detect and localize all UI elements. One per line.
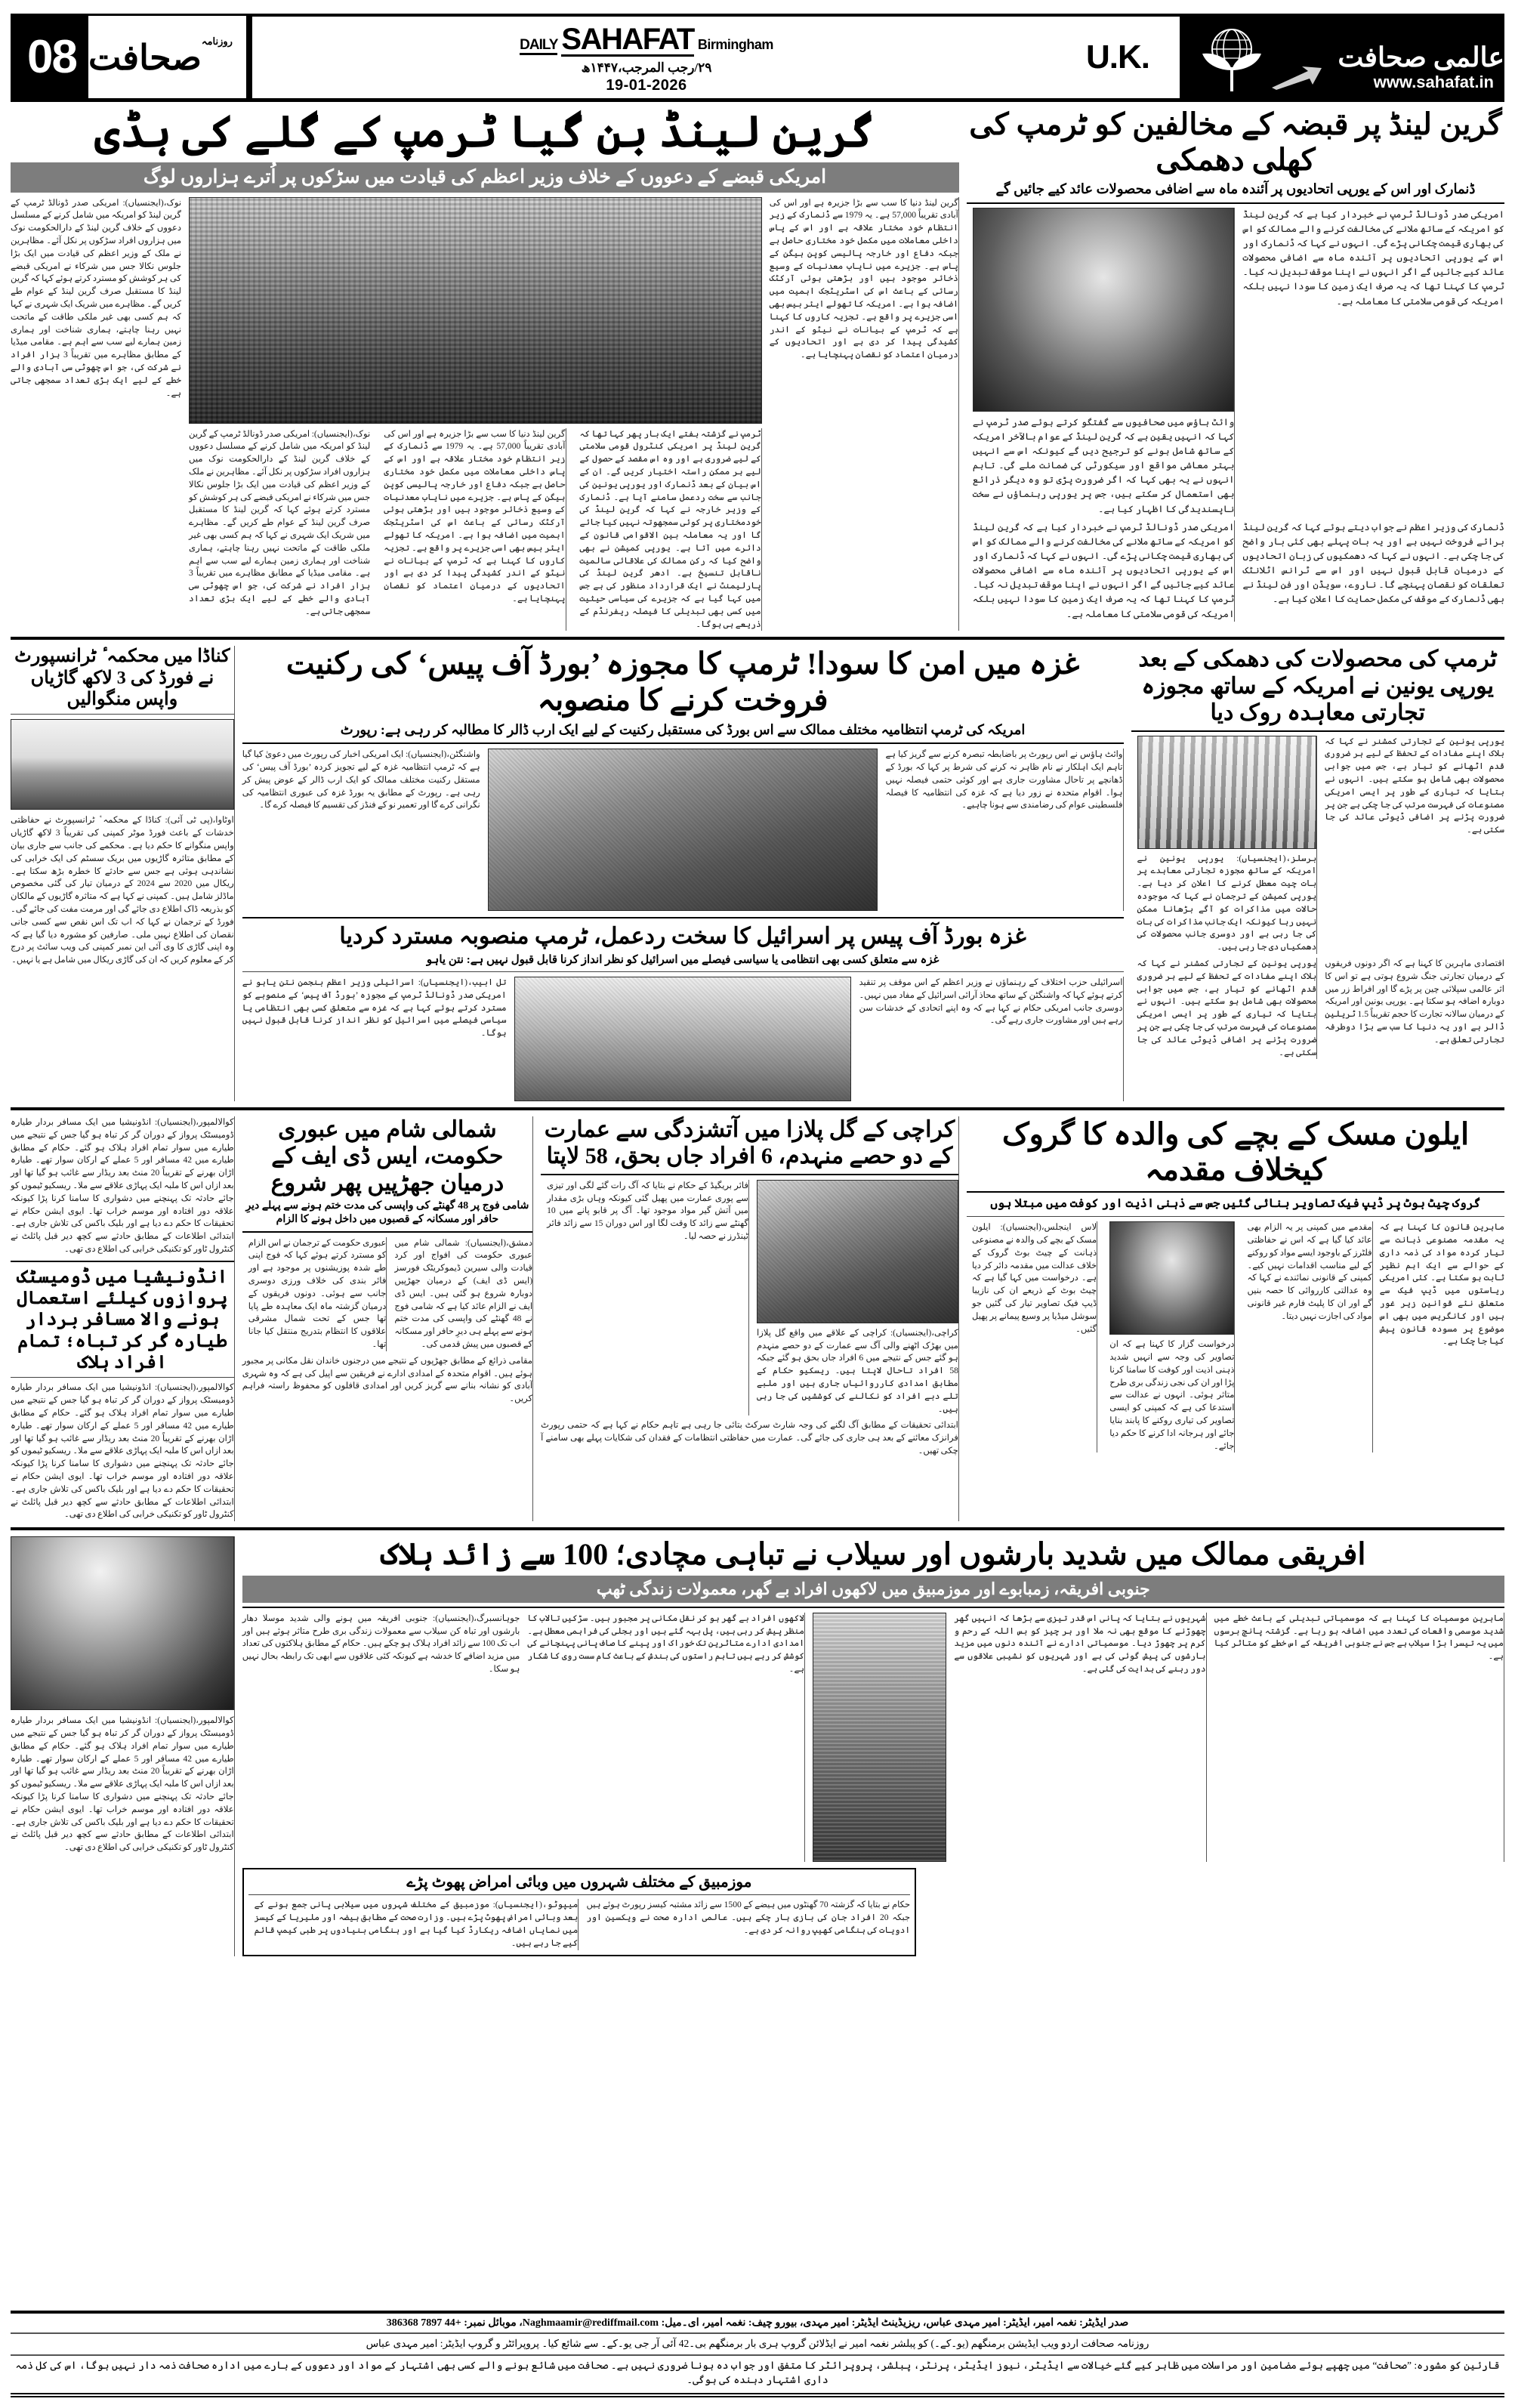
grimes-and-elon-musk-photo — [1109, 1221, 1234, 1335]
trump-threat-headline: گرین لینڈ پر قبضہ کے مخالفین کو ٹرمپ کی کھلی دھمکی — [969, 107, 1502, 178]
musk-col-3 — [1104, 1221, 1235, 1453]
trump-threat-col-c — [1242, 520, 1504, 622]
footer-disclaimer-line: قارئین کو مشورہ: ”صحافت“ میں چھپے ہوئے مضامین اور مراسلات میں ظاہر کیے گئے خیالات سے ایڈیٹر، نیوز ایڈیٹر، پرنٹر، پبلشر، پروپرائٹر کا متفق اور جواب دہ ہونا ضروری نہیں ہے۔ صحافت میں شائع ہونے والے کسی بھی اشتہار کے مواد اور دعووں کے بارے میں ادارہ صحافت ذمہ دار نہیں ہوگا، اس کی کل ذمہ داری اشتہار دہندہ کی ہوگی۔ — [15, 2360, 1500, 2386]
gaza-board-col-3 — [242, 749, 480, 911]
syria-headline: شمالی شام میں عبوری حکومت، ایس ڈی ایف کے درمیان جھڑپیں پھر شروع — [270, 1117, 504, 1196]
page-folio-block — [11, 14, 237, 98]
syria-body-c: مقامی ذرائع کے مطابق جھڑپوں کے نتیجے میں درجنوں خاندان نقل مکانی پر مجبور ہوئے ہیں۔ اقوام متحدہ کے امدادی ادارے نے فریقین سے اپیل کی ہے کہ وہ شہری آبادی کو نشانہ بنانے سے گریز کریں اور امدادی قافلوں کو محفوظ راستہ فراہم کریں۔ — [242, 1355, 533, 1404]
africa-body-d: ماہرین موسمیات کا کہنا ہے کہ موسمیاتی تبدیلی کے باعث خطے میں شدید موسمی واقعات کی تعدد میں اضافہ ہو رہا ہے۔ گزشتہ پانچ برسوں میں یہ تیسرا بڑا سیلاب ہے جس نے جنوبی افریقہ کے اس خطے کو متاثر کیا ہے۔ — [1214, 1613, 1504, 1662]
karachi-headline: کراچی کے گل پلازا میں آتشزدگی سے عمارت کے دو حصے منہدم، 6 افراد جاں بحق، 58 لاپتا — [544, 1117, 955, 1169]
masthead-rule — [11, 98, 1504, 102]
gaza-israel-body-c: اسرائیلی حزب اختلاف کے رہنماؤں نے وزیر اعظم کے اس موقف پر تنقید کرتے ہوئے کہا کہ واشنگٹن کے ساتھ محاذ آرائی اسرائیل کے مفاد میں نہیں۔ دوسری جانب امریکی حکام نے کہا ہے کہ وہ اپنے اتحادی کے خدشات سن رہے ہیں اور مشاورت جاری رہے گی۔ — [859, 977, 1123, 1026]
story-canada-ford — [11, 646, 235, 1101]
greenland-protest-crowd-photo — [189, 197, 762, 424]
mozambique-col-2 — [248, 1899, 579, 1950]
page-number: 08 — [27, 30, 76, 83]
musk-body-a: لاس اینجلس،(ایجنسیاں): ایلون مسک کے بچے کی والدہ نے مصنوعی ذہانت کے چیٹ بوٹ گروک کے خلاف عدالت میں مقدمہ دائر کر دیا ہے۔ درخواست میں کہا گیا ہے کہ چیٹ بوٹ کے ذریعے ان کی نازیبا ڈیپ فیک تصاویر تیار کی گئیں جو سوشل میڈیا پر وسیع پیمانے پر پھیل گئیں۔ — [971, 1222, 1097, 1334]
lead-mid-col-3 — [189, 428, 370, 631]
gaza-board-headline: غزہ میں امن کا سودا! ٹرمپ کا مجوزہ ’بورڈ آف پیس‘ کی رکنیت فروخت کرنے کا منصوبہ — [285, 647, 1080, 717]
canada-ford-headline: کناڈا میں محکمہ ٔ ٹرانسپورٹ نے فورڈ کی 3 لاکھ گاڑیاں واپس منگوالیں — [14, 647, 230, 710]
syria-subheadline: شامی فوج پر 48 گھنٹے کی واپسی کی مدت ختم ہونے سے پہلے دیرِ حافر اور مسکانہ کے قصبوں میں داخل ہونے کا الزام — [245, 1200, 529, 1226]
trump-threat-subheadline: ڈنمارک اور اس کے یورپی اتحادیوں پر آئندہ ماہ سے اضافی محصولات عائد کیے جائیں گے — [995, 181, 1476, 197]
story-musk-lawsuit — [967, 1116, 1504, 1521]
musk-col-2 — [1242, 1221, 1372, 1453]
masthead-city-label: Birmingham — [697, 36, 773, 52]
eu-trade-col-d — [1131, 958, 1318, 1059]
lead-col-left — [770, 197, 959, 631]
masthead-title — [520, 24, 773, 57]
musk-body-c: مقدمے میں کمپنی پر یہ الزام بھی عائد کیا گیا ہے کہ اس نے حفاظتی فلٹرز کے باوجود ایسے مواد کو روکنے کے لیے مناسب اقدامات نہیں کیے۔ کمپنی کے قانونی نمائندے نے کہا کہ وہ عدالتی کارروائی کا حصہ بنیں گے اور ان کا پلیٹ فارم غیر قانونی مواد کی اجازت نہیں دیتا۔ — [1247, 1222, 1372, 1321]
gaza-rubble-crowd-photo — [488, 749, 878, 911]
story-mozambique-disease — [242, 1868, 917, 1956]
africa-col-2 — [954, 1613, 1206, 1862]
eu-trade-body-b: یورپی یونین کے تجارتی کمشنر نے کہا کہ بلاک اپنے مفادات کے تحفظ کے لیے ہر ضروری قدم اٹھانے کو تیار ہے، جس میں جوابی محصولات بھی شامل ہو سکتے ہیں۔ انہوں نے بتایا کہ تیاری کے طور پر ایسی امریکی مصنوعات کی فہرست مرتب کی جا چکی ہے جن پر ضرورت پڑنے پر اضافی ڈیوٹی عائد کی جا سکتی ہے۔ — [1325, 736, 1504, 835]
lead-body-mid-2: گرین لینڈ دنیا کا سب سے بڑا جزیرہ ہے اور اس کی آبادی تقریباً 57,000 ہے۔ یہ 1979 سے ڈنمارک کے زیر انتظام خود مختار علاقہ ہے اور اس کے پاس داخلی معاملات میں مکمل خود مختاری حاصل ہے جبکہ دفاع اور خارجہ پالیسی کوپن ہیگن کے پاس ہے۔ جزیرے میں نایاب معدنیات کے وسیع ذخائر موجود ہیں اور بڑھتی ہوئی آرکٹک رسائی کے باعث اس کی اسٹریٹجک اہمیت میں اضافہ ہوا ہے۔ امریکہ کا تھولے ایئر بیس بھی اسی جزیرے پر واقع ہے۔ تجزیہ کاروں کا کہنا ہے کہ ٹرمپ کے بیانات نے نیٹو کے اندر کشیدگی پیدا کر دی ہے اور اتحادیوں کے درمیان اعتماد کو نقصان پہنچایا ہے۔ — [384, 428, 566, 604]
mozambique-col-1 — [586, 1899, 910, 1950]
band-rule-3 — [11, 1527, 1504, 1530]
eu-trade-body-c: اقتصادی ماہرین کا کہنا ہے کہ اگر دونوں فریقوں کے درمیان تجارتی جنگ شروع ہوتی ہے تو اس کا اثر عالمی سپلائی چین پر پڑے گا اور افراط زر میں دوبارہ اضافہ ہو سکتا ہے۔ یورپی یونین اور امریکہ کے درمیان سالانہ تجارت کا حجم تقریباً 1.5 ٹریلین ڈالر ہے اور یہ دنیا کا سب سے بڑا دوطرفہ تجارتی تعلق ہے۔ — [1325, 958, 1504, 1045]
lead-headline: گرین لینڈ بن گیا ٹرمپ کے گلے کی ہڈی — [94, 107, 875, 156]
canada-ford-body: اوٹاوا،(پی ٹی آئی): کناڈا کے محکمہ ٔ ٹرانسپورٹ نے حفاظتی خدشات کے باعث فورڈ موٹر کمپنی کی تقریباً 3 لاکھ گاڑیاں واپس منگوانے کا حکم دیا ہے۔ محکمے کی جانب سے جاری بیان کے مطابق متاثرہ گاڑیوں میں بریک سسٹم کی ایک خرابی کی نشاندہی ہوئی ہے جس سے حادثے کا خطرہ بڑھ سکتا ہے۔ ریکال میں 2020 سے 2024 کے درمیان تیار کی گئی مخصوص ماڈلز شامل ہیں۔ کمپنی نے کہا ہے کہ متاثرہ گاڑیوں کے مالکان کو بذریعہ ڈاک اطلاع دی جائے گی اور مرمت مفت کی جائے گی۔ فورڈ کے ترجمان نے کہا کہ اب تک اس نقص سے کسی جانی نقصان کی اطلاع نہیں ملی۔ صارفین کو مشورہ دیا گیا ہے کہ وہ اپنی گاڑی کا وی آئی این نمبر کمپنی کی ویب سائٹ پر درج کر کے معلوم کریں کہ ان کی گاڑی ریکال میں شامل ہے یا نہیں۔ — [11, 815, 234, 965]
masthead-main-title: SAHAFAT — [561, 22, 694, 56]
crash-site-smoke-photo — [11, 1536, 234, 1710]
karachi-body-c: ابتدائی تحقیقات کے مطابق آگ لگنے کی وجہ شارٹ سرکٹ بتائی جا رہی ہے تاہم حکام نے کہا ہے کہ حتمی رپورٹ فرانزک معائنے کے بعد ہی جاری کی جائے گی۔ عمارت میں حفاظتی انتظامات کے فقدان کی شکایات پہلے بھی سامنے آ چکی تھیں۔ — [541, 1420, 958, 1456]
lead-photo-col — [189, 197, 762, 631]
gaza-board-photo-col — [488, 749, 878, 911]
africa-col-1 — [1214, 1613, 1504, 1862]
band-rule-1 — [11, 637, 1504, 640]
netanyahu-address-photo — [514, 977, 852, 1101]
africa-body-c: شہریوں نے بتایا کہ پانی اس قدر تیزی سے بڑھا کہ انہیں گھر چھوڑنے کا موقع بھی نہ ملا اور ہر چیز کو بس اللہ کے رحم و کرم پر چھوڑ دیا۔ موسمیاتی ادارے نے آئندہ دنوں میں مزید بارشوں کی پیش گوئی کی ہے اور شہریوں کو نشیبی علاقوں سے دور رہنے کی ہدایت کی گئی ہے۔ — [954, 1613, 1206, 1675]
musk-headline: ایلون مسک کے بچے کی والدہ کا گروک کیخلاف مقدمہ — [1001, 1117, 1470, 1187]
flooded-village-photo — [813, 1613, 946, 1862]
eu-trade-body-b2: یورپی یونین کے تجارتی کمشنر نے کہا کہ بلاک اپنے مفادات کے تحفظ کے لیے ہر ضروری قدم اٹھانے کو تیار ہے، جس میں جوابی محصولات بھی شامل ہو سکتے ہیں۔ انہوں نے بتایا کہ تیاری کے طور پر ایسی امریکی مصنوعات کی فہرست مرتب کی جا چکی ہے جن پر ضرورت پڑنے پر اضافی ڈیوٹی عائد کی جا سکتی ہے۔ — [1137, 958, 1317, 1057]
lead-body-mid-3: نوک،(ایجنسیاں): امریکی صدر ڈونالڈ ٹرمپ کے گرین لینڈ کو امریکہ میں شامل کرنے کے مسلسل دعووں کے خلاف گرین لینڈ کے دارالحکومت نوک میں ہزاروں افراد سڑکوں پر نکل آئے۔ مظاہرین نے ملک کے وزیر اعظم کی قیادت میں ایک بڑا جلوس نکالا جس میں شرکاء نے امریکی قبضے کی ہر کوشش کو مسترد کرتے ہوئے کہا کہ گرین لینڈ کا مستقبل صرف گرین لینڈ کے عوام طے کریں گے۔ مظاہرے میں شریک ایک شہری نے کہا کہ ہم کسی بھی غیر ملکی طاقت کے ماتحت نہیں رہنا چاہتے، ہماری شناخت اور ہماری زمین ہمارے لیے سب سے اہم ہے۔ مقامی میڈیا کے مطابق مظاہرے میں تقریباً 3 ہزار افراد نے شرکت کی، جو اس چھوٹی سی آبادی والے خطے کے لیے ایک بڑی تعداد سمجھی جاتی ہے۔ — [189, 428, 371, 616]
trump-threat-col-d — [967, 520, 1236, 622]
musk-subheadline: گروک چیٹ بوٹ پر ڈیپ فیک تصاویر بنائی گئیں جس سے ذہنی اذیت اور کوفت میں مبتلا ہوں — [990, 1197, 1481, 1211]
publisher-logo-block[interactable] — [1180, 14, 1504, 98]
lead-col-right — [11, 197, 181, 631]
syria-col-1 — [394, 1237, 532, 1351]
gaza-israel-subheadline: غزہ سے متعلق کسی بھی انتظامی یا سیاسی فیصلے میں اسرائیل کو نظر انداز کرنا قابل قبول نہیں ہے: نتن یاہو — [426, 953, 940, 966]
eu-trade-headline: ٹرمپ کی محصولات کی دھمکی کے بعد یورپی یونین نے امریکہ کے ساتھ مجوزہ تجارتی معاہدہ روک دیا — [1138, 647, 1498, 726]
indonesia-spill-body: کوالالمپور،(ایجنسیاں): انڈونیشیا میں ایک مسافر بردار طیارہ ڈومیسٹک پرواز کے دوران گر کر تباہ ہو گیا جس کے نتیجے میں طیارے میں سوار تمام افراد ہلاک ہو گئے۔ حکام کے مطابق طیارے میں 42 مسافر اور 5 عملے کے ارکان سوار تھے۔ طیارہ اڑان بھرنے کے تقریباً 20 منٹ بعد ریڈار سے غائب ہو گیا تھا اور بعد ازاں اس کا ملبہ ایک پہاڑی علاقے سے ملا۔ ریسکیو ٹیموں کو جائے حادثہ تک پہنچنے میں دشواری کا سامنا کرنا پڑا کیونکہ علاقہ دور افتادہ اور موسم خراب تھا۔ ایوی ایشن حکام نے تحقیقات کا حکم دے دیا ہے اور بلیک باکس کی تلاش جاری ہے۔ ابتدائی اطلاعات کے مطابق حادثے سے کچھ دیر قبل پائلٹ نے کنٹرول ٹاور کو تکنیکی خرابی کی اطلاع دی تھی۔ — [11, 1117, 234, 1255]
lead-mid-col-1 — [574, 428, 762, 631]
karachi-body-b: فائر بریگیڈ کے حکام نے بتایا کہ آگ رات گئے لگی اور تیزی سے پوری عمارت میں پھیل گئی کیونکہ وہاں بڑی مقدار میں آتش گیر مواد موجود تھا۔ آگ پر قابو پانے میں 10 گھنٹے سے زائد کا وقت لگا اور اس دوران 15 سے زائد فائر ٹینڈرز نے حصہ لیا۔ — [547, 1180, 748, 1242]
africa-col-5 — [242, 1613, 520, 1862]
mozambique-body-a: میپوٹو،(ایجنسیاں): موزمبیق کے مختلف شہروں میں سیلابی پانی جمع ہونے کے بعد وبائی امراض پھوٹ پڑے ہیں۔ وزارت صحت کے مطابق ہیضہ اور ملیریا کے کیسز میں نمایاں اضافہ ریکارڈ کیا گیا ہے اور ہنگامی بنیادوں پر طبی کیمپ قائم کیے جا رہے ہیں۔ — [254, 1900, 579, 1948]
indonesia-body-cont: کوالالمپور،(ایجنسیاں): انڈونیشیا میں ایک مسافر بردار طیارہ ڈومیسٹک پرواز کے دوران گر کر تباہ ہو گیا جس کے نتیجے میں طیارے میں سوار تمام افراد ہلاک ہو گئے۔ حکام کے مطابق طیارے میں 42 مسافر اور 5 عملے کے ارکان سوار تھے۔ طیارہ اڑان بھرنے کے تقریباً 20 منٹ بعد ریڈار سے غائب ہو گیا تھا اور بعد ازاں اس کا ملبہ ایک پہاڑی علاقے سے ملا۔ ریسکیو ٹیموں کو جائے حادثہ تک پہنچنے میں دشواری کا سامنا کرنا پڑا کیونکہ علاقہ دور افتادہ اور موسم خراب تھا۔ ایوی ایشن حکام نے تحقیقات کا حکم دے دیا ہے اور بلیک باکس کی تلاش جاری ہے۔ ابتدائی اطلاعات کے مطابق حادثے سے کچھ دیر قبل پائلٹ نے کنٹرول ٹاور کو تکنیکی خرابی کی اطلاع دی تھی۔ — [11, 1715, 234, 1853]
arrow-icon — [1270, 65, 1323, 91]
trump-threat-body-a: امریکی صدر ڈونالڈ ٹرمپ نے خبردار کیا ہے کہ گرین لینڈ کو امریکہ کے ساتھ ملانے کی مخالفت کرنے والے ممالک کو اس کی بھاری قیمت چکانی پڑے گی۔ انہوں نے کہا کہ ڈنمارک اور اس کے یورپی اتحادیوں پر آئندہ ماہ سے اضافی محصولات عائد کیے جائیں گے اگر انہوں نے اپنا موقف تبدیل نہ کیا۔ ٹرمپ کا کہنا تھا کہ یہ صرف ایک زمین کا سودا نہیں بلکہ امریکہ کی قومی سلامتی کا معاملہ ہے۔ — [1242, 208, 1504, 307]
story-gaza-board — [242, 646, 1124, 1101]
story-karachi-fire — [541, 1116, 959, 1521]
eu-trade-col-c — [1325, 958, 1504, 1059]
nameplate-urdu — [88, 16, 252, 98]
story-syria — [242, 1116, 533, 1521]
band-rule-2 — [11, 1107, 1504, 1110]
gaza-board-subheadline: امریکہ کی ٹرمپ انتظامیہ مختلف ممالک سے اس بورڈ کی مستقبل رکنیت کے لیے ایک ارب ڈالر کا مطالبہ کر رہی ہے: رپورٹ — [340, 721, 1026, 737]
footer-publisher-line: روزنامہ صحافت اردو ویب ایڈیشن برمنگھم (یو۔کے۔) کو پبلشر نغمہ امیر نے ایڈلائن گروپ ہری بار برمنگھم بی۔42 آئی آر جی یو۔کے۔ سے شائع کیا۔ پروپرائٹر و گروپ ایڈیٹر: امیر مہدی عباس — [366, 2338, 1149, 2350]
ford-pickup-truck-photo — [11, 719, 234, 810]
eu-trade-col-b — [1131, 736, 1318, 954]
trump-threat-photo-col — [967, 208, 1236, 517]
musk-body-d: ماہرین قانون کا کہنا ہے کہ یہ مقدمہ مصنوعی ذہانت سے تیار کردہ مواد کی ذمہ داری کے حوالے سے ایک اہم نظیر ثابت ہو سکتا ہے۔ کئی امریکی ریاستوں میں ڈیپ فیک سے متعلق نئے قوانین زیر غور ہیں اور کانگریس میں بھی اس موضوع پر مسودہ قانون پیش کیا جا چکا ہے۔ — [1379, 1222, 1504, 1347]
gaza-israel-body-a: تل ابیب،(ایجنسیاں): اسرائیلی وزیر اعظم بنجمن نتن یاہو نے امریکی صدر ڈونالڈ ٹرمپ کے مجوزہ ’بورڈ آف پیس‘ کے منصوبے کو مسترد کرتے ہوئے کہا ہے کہ غزہ سے متعلق کسی بھی انتظامی یا سیاسی فیصلے میں اسرائیل کو نظر انداز کرنا قابل قبول نہیں ہوگا۔ — [242, 977, 507, 1039]
gaza-israel-headline: غزہ بورڈ آف پیس پر اسرائیل کا سخت ردعمل، ٹرمپ منصوبہ مسترد کردیا — [339, 924, 1026, 949]
masthead-gregorian-date: 19-01-2026 — [606, 76, 687, 94]
masthead-center — [237, 14, 1056, 98]
gaza-israel-col-3 — [242, 977, 507, 1101]
nameplate-urdu-text: صحافت — [88, 38, 202, 77]
gaza-israel-photo-col — [514, 977, 852, 1101]
trump-threat-col-left — [1242, 208, 1504, 517]
africa-photo-col — [813, 1613, 946, 1862]
second-band — [11, 646, 1504, 1101]
musk-col-1 — [1380, 1221, 1504, 1453]
eu-flags-photo — [1137, 736, 1317, 849]
globe-plant-icon — [1190, 20, 1273, 96]
top-band — [11, 107, 1504, 631]
karachi-col-2 — [541, 1180, 749, 1416]
syria-col-2 — [242, 1237, 387, 1351]
syria-body-b: عبوری حکومت کے ترجمان نے اس الزام کو مسترد کرتے ہوئے کہا کہ فوج اپنی طے شدہ پوزیشنوں پر موجود ہے اور فائر بندی کی خلاف ورزی دوسری جانب سے ہوئی۔ دونوں فریقوں کے درمیان گزشتہ ماہ ایک معاہدہ طے پایا تھا جس کے تحت شمال مشرقی علاقوں کا انتظام بتدریج منتقل کیا جانا تھا۔ — [248, 1237, 387, 1350]
story-africa-flood — [242, 1536, 1504, 1956]
africa-body-b: لاکھوں افراد بے گھر ہو کر نقل مکانی پر مجبور ہیں۔ سڑکیں تالاب کا منظر پیش کر رہی ہیں، پل بہہ گئے ہیں اور بجلی کی فراہمی معطل ہے۔ امدادی ادارے متاثرین تک خوراک اور پینے کا صاف پانی پہنچانے کی کوشش کر رہے ہیں تاہم راستوں کی بندش کے باعث کام سست روی کا شکار ہے۔ — [527, 1613, 805, 1675]
footer-contact-line: صدر ایڈیٹر: نغمہ امیر، ایڈیٹر: امیر مہدی عباس، ریزیڈینٹ ایڈیٹر: امیر مہدی، بیورو چیف: نغمہ امیر، ای۔میل: Naghmaamir@rediffmail.com، موبائل نمبر: +44 7897 386368 — [386, 2317, 1129, 2329]
africa-flood-headline: افریقی ممالک میں شدید بارشوں اور سیلاب نے تباہی مچادی؛ 100 سے زائد ہلاک — [381, 1537, 1366, 1572]
africa-flood-subheadline: جنوبی افریقہ، زمبابوے اور موزمبیق میں لاکھوں افراد بے گھر، معمولات زندگی ٹھپ — [242, 1576, 1504, 1603]
section-label: U.K. — [1056, 14, 1180, 98]
africa-body-a: جوہانسبرگ،(ایجنسیاں): جنوبی افریقہ میں ہونے والی شدید موسلا دھار بارشوں اور تباہ کن سیلاب سے معمولات زندگی بری طرح متاثر ہوئے ہیں اور اب تک 100 سے زائد افراد ہلاک ہو چکے ہیں۔ حکام کے مطابق ہلاکتوں کی تعداد میں مزید اضافے کا خدشہ ہے کیونکہ کئی علاقوں سے ابھی تک رابطہ بحال نہیں ہو سکا۔ — [242, 1613, 520, 1675]
gaza-board-body-a: واشنگٹن،(ایجنسیاں): ایک امریکی اخبار کی رپورٹ میں دعویٰ کیا گیا ہے کہ ٹرمپ انتظامیہ غزہ کے لیے تجویز کردہ ’بورڈ آف پیس‘ کی مستقل رکنیت مختلف ممالک کو ایک ارب ڈالر کے عوض پیش کر رہی ہے۔ رپورٹ کے مطابق یہ بورڈ غزہ کی عبوری انتظامیہ کی نگرانی کرے گا اور تعمیر نو کے فنڈز کی تقسیم کا فیصلہ کرے گا۔ — [242, 749, 480, 810]
nameplate-sub-label: روزنامہ — [201, 36, 233, 47]
publisher-website: www.sahafat.in — [1373, 73, 1494, 91]
trump-threat-body-a2: امریکی صدر ڈونالڈ ٹرمپ نے خبردار کیا ہے کہ گرین لینڈ کو امریکہ کے ساتھ ملانے کی مخالفت کرنے والے ممالک کو اس کی بھاری قیمت چکانی پڑے گی۔ انہوں نے کہا کہ ڈنمارک اور اس کے یورپی اتحادیوں پر آئندہ ماہ سے اضافی محصولات عائد کیے جائیں گے اگر انہوں نے اپنا موقف تبدیل نہ کیا۔ ٹرمپ کا کہنا تھا کہ یہ صرف ایک زمین کا سودا نہیں بلکہ امریکہ کی قومی سلامتی کا معاملہ ہے۔ — [972, 521, 1235, 619]
bottom-right-rail — [11, 1536, 235, 1956]
story-eu-trade — [1131, 646, 1505, 1101]
trump-threat-body-b: وائٹ ہاؤس میں صحافیوں سے گفتگو کرتے ہوئے صدر ٹرمپ نے کہا کہ انہیں یقین ہے کہ گرین لینڈ کے عوام بالآخر امریکہ کے ساتھ شامل ہونے کو ترجیح دیں گے کیونکہ اس سے انہیں بہتر معاشی مواقع اور سیکورٹی کی ضمانت ملے گی۔ تاہم انہوں نے یہ بھی کہا کہ اگر ضرورت پڑی تو وہ دیگر ذرائع بھی استعمال کر سکتے ہیں، جس پر یورپی رہنماؤں نے سخت ناپسندیدگی کا اظہار کیا ہے۔ — [972, 416, 1235, 514]
story-greenland-lead — [11, 107, 959, 631]
musk-col-4 — [967, 1221, 1097, 1453]
third-band — [11, 1116, 1504, 1521]
mozambique-body-b: حکام نے بتایا کہ گزشتہ 70 گھنٹوں میں ہیضے کے 1500 سے زائد مشتبہ کیسز رپورٹ ہوئے ہیں جبکہ 20 افراد جان کی بازی ہار چکے ہیں۔ عالمی ادارہ صحت نے ویکسین اور ادویات کی ہنگامی کھیپ روانہ کر دی ہے۔ — [586, 1900, 911, 1936]
syria-body-a: دمشق،(ایجنسیاں): شمالی شام میں عبوری حکومت کی افواج اور کرد قیادت والی سیرین ڈیموکریٹک فورسز (ایس ڈی ایف) کے درمیان جھڑپیں دوبارہ شروع ہو گئی ہیں۔ ایس ڈی ایف نے الزام عائد کیا ہے کہ شامی فوج نے 48 گھنٹے کی واپسی کی مدت ختم ہونے سے پہلے ہی دیرِ حافر اور مسکانہ کے قصبوں میں پیش قدمی کی۔ — [394, 1237, 533, 1350]
karachi-body-a: کراچی،(ایجنسیاں): کراچی کے علاقے میں واقع گل پلازا میں بھڑک اٹھنے والی آگ سے عمارت کے دو حصے منہدم ہو گئے جس کے نتیجے میں 6 افراد جاں بحق ہو گئے جبکہ 58 افراد تاحال لاپتا ہیں۔ ریسکیو حکام کے مطابق امدادی کارروائیاں جاری ہیں اور ملبے تلے دبے افراد کو نکالنے کی کوششیں کی جا رہی ہیں۔ — [757, 1327, 958, 1414]
karachi-col-1 — [757, 1180, 958, 1416]
gaza-israel-col-1 — [859, 977, 1123, 1101]
masthead — [11, 14, 1504, 98]
masthead-hijri-date: ۲۹/رجب المرجب،۱۴۴۷ھ — [581, 60, 712, 75]
story-indonesia-crash — [11, 1116, 235, 1521]
lead-body-right: نوک،(ایجنسیاں): امریکی صدر ڈونالڈ ٹرمپ کے گرین لینڈ کو امریکہ میں شامل کرنے کے مسلسل دعووں کے خلاف گرین لینڈ کے دارالحکومت نوک میں ہزاروں افراد سڑکوں پر نکل آئے۔ مظاہرین نے ملک کے وزیر اعظم کی قیادت میں ایک بڑا جلوس نکالا جس میں شرکاء نے امریکی قبضے کی ہر کوشش کو مسترد کرتے ہوئے کہا کہ گرین لینڈ کا مستقبل صرف گرین لینڈ کے عوام طے کریں گے۔ مظاہرے میں شریک ایک شہری نے کہا کہ ہم کسی بھی غیر ملکی طاقت کے ماتحت نہیں رہنا چاہتے، ہماری شناخت اور ہماری زمین ہمارے لیے سب سے اہم ہے۔ مقامی میڈیا کے مطابق مظاہرے میں تقریباً 3 ہزار افراد نے شرکت کی، جو اس چھوٹی سی آبادی والے خطے کے لیے ایک بڑی تعداد سمجھی جاتی ہے۔ — [11, 197, 182, 398]
indonesia-body: کوالالمپور،(ایجنسیاں): انڈونیشیا میں ایک مسافر بردار طیارہ ڈومیسٹک پرواز کے دوران گر کر تباہ ہو گیا جس کے نتیجے میں طیارے میں سوار تمام افراد ہلاک ہو گئے۔ حکام کے مطابق طیارے میں 42 مسافر اور 5 عملے کے ارکان سوار تھے۔ طیارہ اڑان بھرنے کے تقریباً 20 منٹ بعد ریڈار سے غائب ہو گیا تھا اور بعد ازاں اس کا ملبہ ایک پہاڑی علاقے سے ملا۔ ریسکیو ٹیموں کو جائے حادثہ تک پہنچنے میں دشواری کا سامنا کرنا پڑا کیونکہ علاقہ دور افتادہ اور موسم خراب تھا۔ ایوی ایشن حکام نے تحقیقات کا حکم دے دیا ہے اور بلیک باکس کی تلاش جاری ہے۔ ابتدائی اطلاعات کے مطابق حادثے سے کچھ دیر قبل پائلٹ نے کنٹرول ٹاور کو تکنیکی خرابی کی اطلاع دی تھی۔ — [11, 1382, 234, 1520]
publisher-logo-urdu: عالمی صحافت — [1338, 42, 1504, 73]
trump-threat-body-c: ڈنمارک کی وزیر اعظم نے جواب دیتے ہوئے کہا کہ گرین لینڈ برائے فروخت نہیں ہے اور یہ بات پہلے بھی کئی بار واضح کی جا چکی ہے۔ انہوں نے کہا کہ دھمکیوں کی زبان اتحادیوں کے درمیان قابل قبول نہیں اور اس سے ٹرانس اٹلانٹک تعلقات کو نقصان پہنچے گا۔ ناروے، سویڈن اور فن لینڈ نے بھی ڈنمارک کے موقف کی مکمل حمایت کا اعلان کیا ہے۔ — [1242, 521, 1504, 605]
lead-body-left: گرین لینڈ دنیا کا سب سے بڑا جزیرہ ہے اور اس کی آبادی تقریباً 57,000 ہے۔ یہ 1979 سے ڈنمارک کے زیر انتظام خود مختار علاقہ ہے اور اس کے پاس داخلی معاملات میں مکمل خود مختاری حاصل ہے جبکہ دفاع اور خارجہ پالیسی کوپن ہیگن کے پاس ہے۔ جزیرے میں نایاب معدنیات کے وسیع ذخائر موجود ہیں اور بڑھتی ہوئی آرکٹک رسائی کے باعث اس کی اسٹریٹجک اہمیت میں اضافہ ہوا ہے۔ امریکہ کا تھولے ایئر بیس بھی اسی جزیرے پر واقع ہے۔ تجزیہ کاروں کا کہنا ہے کہ ٹرمپ کے بیانات نے نیٹو کے اندر کشیدگی پیدا کر دی ہے اور اتحادیوں کے درمیان اعتماد کو نقصان پہنچایا ہے۔ — [769, 197, 958, 360]
gaza-board-body-c: وائٹ ہاؤس نے اس رپورٹ پر باضابطہ تبصرہ کرنے سے گریز کیا ہے تاہم ایک اہلکار نے نام ظاہر نہ کرنے کی شرط پر کہا کہ بورڈ کے ڈھانچے پر تاحال مشاورت جاری ہے اور کوئی حتمی فیصلہ نہیں ہوا۔ اقوام متحدہ نے زور دیا ہے کہ غزہ کی انتظامیہ کا فیصلہ فلسطینی عوام کی رضامندی سے ہونا چاہیے۔ — [885, 749, 1123, 810]
page-footer — [11, 2311, 1504, 2397]
indonesia-headline: انڈونیشیا میں ڈومیسٹک پروازوں کیلئے استعمال ہونے والا مسافر بردار طیارہ گر کر تباہ؛ تمام افراد ہلاک — [17, 1267, 228, 1373]
africa-col-4 — [527, 1613, 805, 1862]
eu-trade-body-a: برسلز،(ایجنسیاں): یورپی یونین نے امریکہ کے ساتھ مجوزہ تجارتی معاہدے پر بات چیت معطل کرنے کا اعلان کر دیا ہے۔ یورپی کمیشن کے ترجمان نے کہا کہ موجودہ حالات میں مذاکرات کو آگے بڑھانا ممکن نہیں رہا کیونکہ ایک جانب مذاکرات کی بات کی جا رہی ہے اور دوسری جانب محصولات کی دھمکیاں دی جا رہی ہیں۔ — [1137, 853, 1317, 952]
masthead-daily-label: DAILY — [520, 38, 557, 55]
gaza-board-col-1 — [885, 749, 1123, 911]
lead-mid-col-2 — [378, 428, 566, 631]
mozambique-headline: موزمبیق کے مختلف شہروں میں وبائی امراض پھوٹ پڑے — [406, 1873, 752, 1891]
eu-trade-col-a — [1325, 736, 1504, 954]
musk-body-b: درخواست گزار کا کہنا ہے کہ ان تصاویر کی وجہ سے انہیں شدید ذہنی اذیت اور کوفت کا سامنا کرنا پڑا اور ان کی نجی زندگی بری طرح متاثر ہوئی۔ انہوں نے عدالت سے استدعا کی ہے کہ کمپنی کو ایسی تصاویر کی تیاری روکنے کا پابند بنایا جائے اور ہرجانہ ادا کرنے کا حکم دیا جائے۔ — [1109, 1339, 1235, 1451]
lead-body-mid-1: ٹرمپ نے گزشتہ ہفتے ایک بار پھر کہا تھا کہ گرین لینڈ پر امریکی کنٹرول قومی سلامتی کے لیے ضروری ہے اور وہ اس مقصد کے حصول کے لیے ہر ممکن راستہ اختیار کریں گے۔ ان کے اس بیان کے بعد ڈنمارک اور یورپی یونین کی جانب سے سخت ردعمل سامنے آیا ہے۔ ڈنمارک کے وزیر خارجہ نے کہا کہ گرین لینڈ کی خودمختاری پر کوئی سمجھوتہ نہیں کیا جائے گا اور یہ معاملہ بین الاقوامی قانون کے دائرے میں آتا ہے۔ یورپی کمیشن نے بھی واضح کیا کہ رکن ممالک کی علاقائی سالمیت ناقابل تنسیخ ہے۔ ادھر گرین لینڈ کی پارلیمنٹ نے ایک قرارداد منظور کی ہے جس میں کہا گیا ہے کہ جزیرے کی سیاسی حیثیت میں کسی بھی تبدیلی کا فیصلہ ریفرنڈم کے ذریعے ہی ہوگا۔ — [579, 428, 761, 629]
story-trump-threat — [967, 107, 1504, 631]
bottom-band — [11, 1536, 1504, 1956]
karachi-fire-building-photo — [757, 1180, 958, 1323]
lead-subheadline: امریکی قبضے کے دعووں کے خلاف وزیر اعظم کی قیادت میں سڑکوں پر اُترے ہزاروں لوگ — [11, 162, 959, 192]
donald-trump-portrait-photo — [973, 208, 1235, 412]
